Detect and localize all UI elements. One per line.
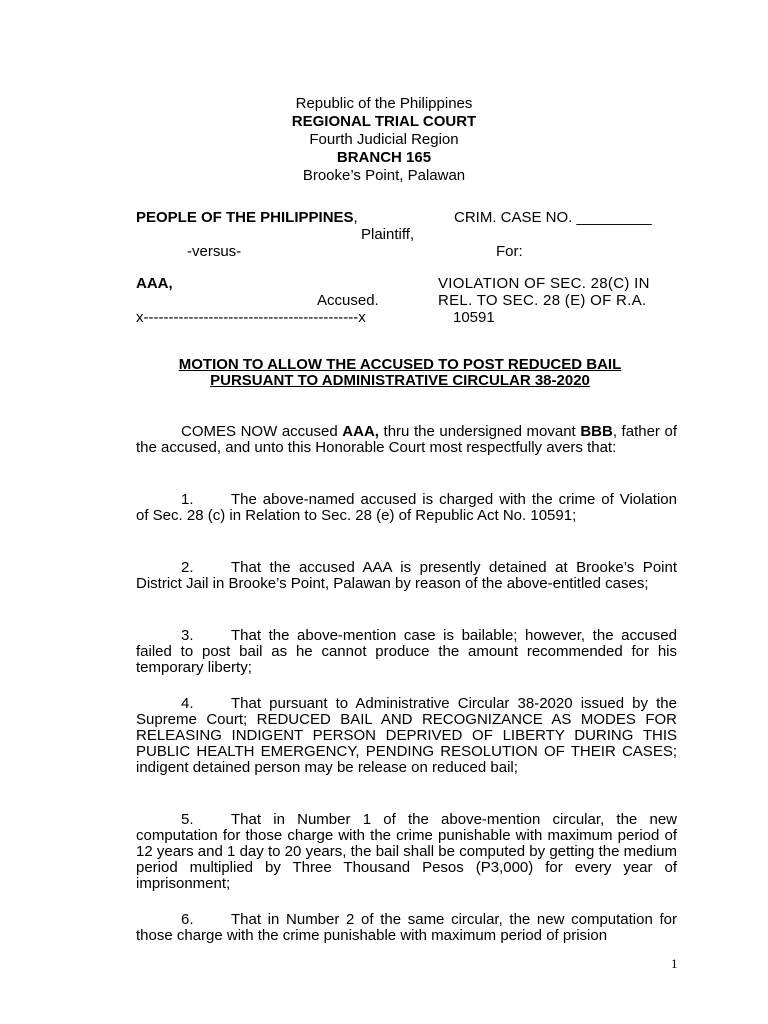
paragraph-2: 2. That the accused AAA is presently detained at Brooke’s Point District Jail in Brooke’s Point, Palawan by reason of the above-entitled cases; — [136, 559, 677, 592]
header-republic: Republic of the Philippines — [295, 95, 473, 112]
paragraph-number: 6. — [181, 911, 194, 928]
paragraph-3: 3. That the above-mention case is bailable; however, the accused failed to post bail as he cannot produce the amount recommended for his temporary liberty; — [136, 627, 677, 676]
offense-line2: REL. TO SEC. 28 (E) OF R.A. — [438, 292, 647, 309]
paragraph-number: 5. — [181, 811, 194, 828]
caption-separator: x-------------------------------------------x — [136, 309, 366, 326]
offense-line3: 10591 — [453, 309, 495, 326]
court-header — [0, 95, 768, 185]
header-court: REGIONAL TRIAL COURT — [291, 113, 477, 130]
versus: -versus- — [187, 243, 242, 260]
paragraph-number: 4. — [181, 695, 194, 712]
intro-paragraph: COMES NOW accused AAA, thru the undersigned movant BBB, father of the accused, and unto this Honorable Court most respectfully avers that: — [136, 423, 678, 456]
paragraph-4: 4. That pursuant to Administrative Circular 38-2020 issued by the Supreme Court; REDUCED BAIL AND RECOGNIZANCE AS MODES FOR RELEASING INDIGENT PERSON DEPRIVED OF LIBERTY DURING THIS PUBLIC HEALTH EMERGENCY, PENDING RESOLUTION OF THEIR CASES; indigent detained person may be release on reduced bail; — [136, 695, 677, 776]
paragraph-1: 1. The above-named accused is charged with the crime of Violation of Sec. 28 (c) in Relation to Sec. 28 (e) of Republic Act No. 10591; — [136, 491, 677, 524]
accused-name: AAA, — [136, 275, 173, 292]
paragraph-5: 5. That in Number 1 of the above-mention circular, the new computation for those charge with the crime punishable with maximum period of 12 years and 1 day to 20 years, the bail shall be computed by getting the medium period multiplied by Three Thousand Pesos (P3,000) for every year of imprisonment; — [136, 811, 677, 892]
paragraph-6: 6. That in Number 2 of the same circular, the new computation for those charge with the crime punishable with maximum period of prision — [136, 911, 677, 944]
accused-label: Accused. — [317, 292, 379, 309]
paragraph-number: 1. — [181, 491, 194, 508]
paragraph-number: 3. — [181, 627, 194, 644]
paragraph-number: 2. — [181, 559, 194, 576]
plaintiff-label: Plaintiff, — [361, 226, 415, 243]
header-location: Brooke’s Point, Palawan — [302, 167, 466, 184]
case-number: CRIM. CASE NO. _________ — [454, 209, 652, 226]
title-line1: MOTION TO ALLOW THE ACCUSED TO POST REDUCED BAIL — [178, 356, 622, 373]
header-branch: BRANCH 165 — [336, 149, 432, 166]
page-number: 1 — [671, 956, 678, 971]
plaintiff-name: PEOPLE OF THE PHILIPPINES, — [136, 209, 358, 226]
header-region: Fourth Judicial Region — [309, 131, 459, 148]
motion-title — [0, 357, 768, 389]
title-line2: PURSUANT TO ADMINISTRATIVE CIRCULAR 38-2020 — [210, 372, 590, 389]
offense-line1: VIOLATION OF SEC. 28(C) IN — [438, 275, 650, 292]
for-label: For: — [496, 243, 523, 260]
